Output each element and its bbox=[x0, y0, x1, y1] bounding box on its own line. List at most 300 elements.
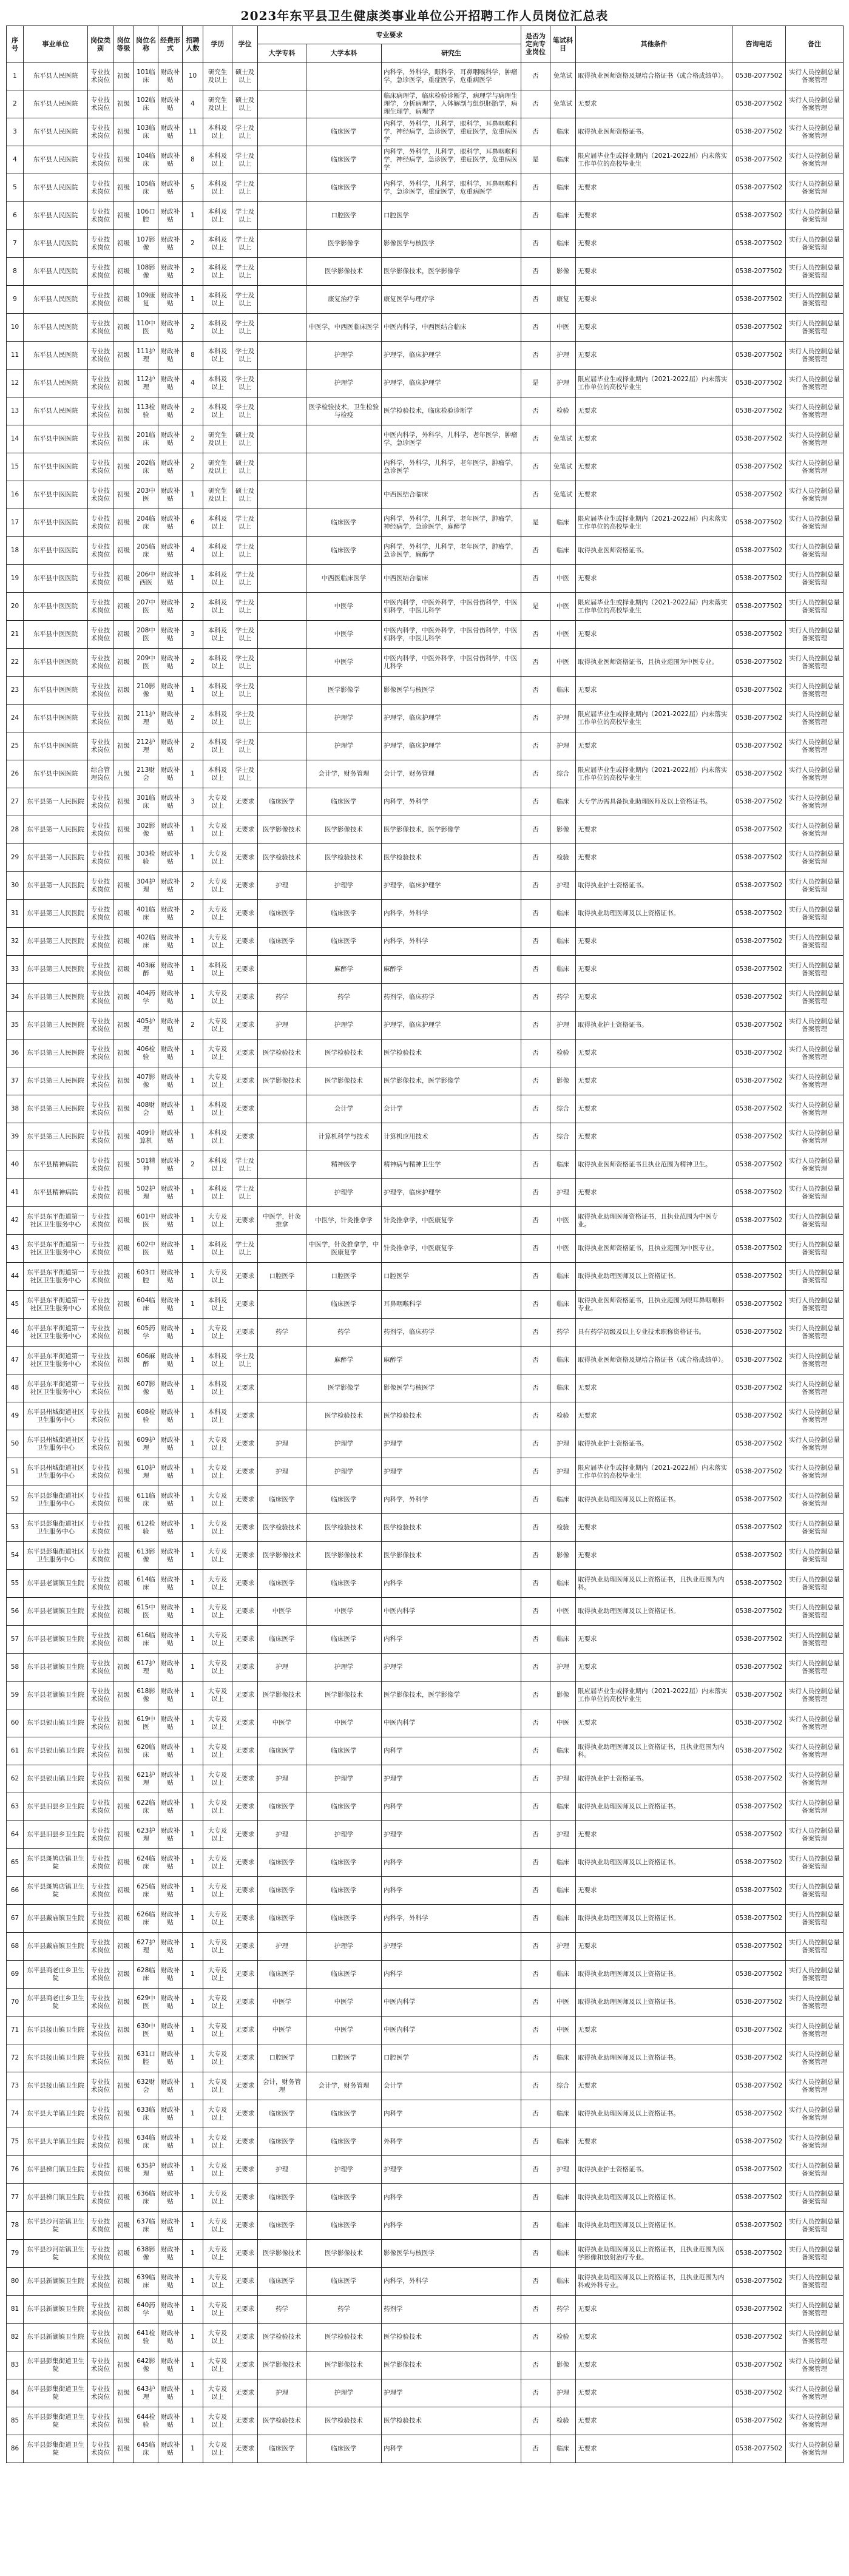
cell-major-graduate: 中西医结合临床 bbox=[382, 481, 521, 509]
cell-funding: 财政补贴 bbox=[158, 1095, 183, 1123]
cell-major-bachelor: 临床医学 bbox=[306, 509, 382, 537]
cell-degree: 学士及以上 bbox=[232, 1347, 258, 1374]
cell-other-conditions: 取得执业助理医师及以上资格证书，且执业范围为内科。 bbox=[576, 1737, 732, 1765]
cell-phone: 0538-2077502 bbox=[732, 230, 786, 258]
cell-unit: 东平县彭集街道卫生院 bbox=[24, 2351, 88, 2379]
cell-count: 1 bbox=[183, 1737, 203, 1765]
cell-major-bachelor bbox=[306, 90, 382, 118]
cell-count: 1 bbox=[183, 1933, 203, 1961]
cell-post-level: 初级 bbox=[113, 1095, 134, 1123]
cell-funding: 财政补贴 bbox=[158, 1040, 183, 1067]
table-row bbox=[7, 928, 844, 956]
cell-exam-subject: 临床 bbox=[550, 677, 576, 705]
cell-phone: 0538-2077502 bbox=[732, 1989, 786, 2017]
cell-exam-subject: 临床 bbox=[550, 2268, 576, 2296]
cell-major-college bbox=[258, 509, 306, 537]
cell-post-category: 专业技术岗位 bbox=[88, 1430, 113, 1458]
cell-post-category: 专业技术岗位 bbox=[88, 1040, 113, 1067]
cell-phone: 0538-2077502 bbox=[732, 1374, 786, 1402]
cell-count: 1 bbox=[183, 1961, 203, 1989]
cell-remark: 实行人员控制总量备案管理 bbox=[786, 1849, 844, 1877]
cell-degree: 学士及以上 bbox=[232, 649, 258, 677]
cell-major-bachelor: 医学影像技术 bbox=[306, 2240, 382, 2268]
cell-exam-subject: 临床 bbox=[550, 537, 576, 565]
cell-post-level: 初级 bbox=[113, 1040, 134, 1067]
cell-post-category: 专业技术岗位 bbox=[88, 816, 113, 844]
cell-funding: 财政补贴 bbox=[158, 984, 183, 1012]
cell-post-name: 208中医 bbox=[134, 621, 158, 649]
cell-directed-post: 否 bbox=[521, 258, 550, 286]
cell-seq: 59 bbox=[7, 1682, 24, 1709]
cell-phone: 0538-2077502 bbox=[732, 2268, 786, 2296]
cell-count: 1 bbox=[183, 2184, 203, 2212]
cell-funding: 财政补贴 bbox=[158, 2296, 183, 2324]
cell-degree: 学士及以上 bbox=[232, 314, 258, 342]
cell-major-college bbox=[258, 1179, 306, 1207]
cell-degree: 无要求 bbox=[232, 1989, 258, 2017]
cell-seq: 64 bbox=[7, 1821, 24, 1849]
cell-remark: 实行人员控制总量备案管理 bbox=[786, 2296, 844, 2324]
cell-seq: 26 bbox=[7, 760, 24, 788]
cell-phone: 0538-2077502 bbox=[732, 1486, 786, 1514]
cell-major-graduate: 中医内科学，中医外科学，中医骨伤科学，中医妇科学，中医儿科学 bbox=[382, 593, 521, 621]
cell-degree: 无要求 bbox=[232, 872, 258, 900]
cell-remark: 实行人员控制总量备案管理 bbox=[786, 1570, 844, 1598]
cell-seq: 49 bbox=[7, 1402, 24, 1430]
cell-funding: 财政补贴 bbox=[158, 118, 183, 146]
cell-post-category: 专业技术岗位 bbox=[88, 1598, 113, 1626]
cell-education: 本科及以上 bbox=[203, 1291, 232, 1319]
cell-count: 1 bbox=[183, 1626, 203, 1654]
cell-major-graduate: 麻醉学 bbox=[382, 956, 521, 984]
cell-exam-subject: 检验 bbox=[550, 397, 576, 425]
table-row bbox=[7, 1821, 844, 1849]
cell-other-conditions: 无要求 bbox=[576, 1402, 732, 1430]
cell-exam-subject: 护理 bbox=[550, 370, 576, 397]
cell-post-category: 专业技术岗位 bbox=[88, 1207, 113, 1235]
table-row bbox=[7, 1849, 844, 1877]
cell-funding: 财政补贴 bbox=[158, 2351, 183, 2379]
cell-education: 本科及以上 bbox=[203, 286, 232, 314]
cell-post-level: 初级 bbox=[113, 1012, 134, 1040]
cell-degree: 无要求 bbox=[232, 1598, 258, 1626]
cell-major-bachelor: 中医学，针灸推拿学 bbox=[306, 1207, 382, 1235]
cell-other-conditions: 取得执业医师资格证书，且执业范围为中医专业。 bbox=[576, 649, 732, 677]
cell-count: 1 bbox=[183, 2100, 203, 2128]
cell-post-level: 初级 bbox=[113, 2156, 134, 2184]
cell-degree: 硕士及以上 bbox=[232, 90, 258, 118]
cell-remark: 实行人员控制总量备案管理 bbox=[786, 1989, 844, 2017]
cell-post-category: 专业技术岗位 bbox=[88, 872, 113, 900]
cell-remark: 实行人员控制总量备案管理 bbox=[786, 2324, 844, 2351]
cell-post-category: 专业技术岗位 bbox=[88, 1402, 113, 1430]
cell-count: 1 bbox=[183, 1402, 203, 1430]
cell-other-conditions: 无要求 bbox=[576, 2324, 732, 2351]
cell-education: 大专及以上 bbox=[203, 1040, 232, 1067]
cell-funding: 财政补贴 bbox=[158, 2072, 183, 2100]
cell-post-name: 206中西医 bbox=[134, 565, 158, 593]
cell-post-name: 212护理 bbox=[134, 732, 158, 760]
cell-major-bachelor: 麻醉学 bbox=[306, 1347, 382, 1374]
cell-post-level: 初级 bbox=[113, 2017, 134, 2044]
cell-seq: 24 bbox=[7, 705, 24, 732]
cell-post-name: 631口腔 bbox=[134, 2044, 158, 2072]
cell-post-name: 111护理 bbox=[134, 342, 158, 370]
cell-post-name: 620临床 bbox=[134, 1737, 158, 1765]
cell-post-level: 初级 bbox=[113, 258, 134, 286]
cell-funding: 财政补贴 bbox=[158, 1207, 183, 1235]
cell-post-level: 初级 bbox=[113, 1737, 134, 1765]
cell-seq: 70 bbox=[7, 1989, 24, 2017]
cell-count: 1 bbox=[183, 565, 203, 593]
cell-education: 本科及以上 bbox=[203, 202, 232, 230]
cell-exam-subject: 康复 bbox=[550, 286, 576, 314]
cell-post-category: 专业技术岗位 bbox=[88, 314, 113, 342]
cell-funding: 财政补贴 bbox=[158, 1012, 183, 1040]
cell-unit: 东平县彭集街道卫生院 bbox=[24, 2435, 88, 2463]
cell-other-conditions: 取得执业助理医师及以上资格证书，且执业范围为内科。 bbox=[576, 1570, 732, 1598]
cell-education: 本科及以上 bbox=[203, 118, 232, 146]
cell-remark: 实行人员控制总量备案管理 bbox=[786, 705, 844, 732]
cell-phone: 0538-2077502 bbox=[732, 2128, 786, 2156]
cell-major-college bbox=[258, 90, 306, 118]
cell-major-graduate: 医学检验技术 bbox=[382, 1402, 521, 1430]
cell-directed-post: 否 bbox=[521, 621, 550, 649]
cell-phone: 0538-2077502 bbox=[732, 1319, 786, 1347]
header-major-college: 大学专科 bbox=[258, 44, 306, 63]
cell-post-category: 专业技术岗位 bbox=[88, 1793, 113, 1821]
cell-exam-subject: 检验 bbox=[550, 844, 576, 872]
cell-funding: 财政补贴 bbox=[158, 509, 183, 537]
table-row bbox=[7, 593, 844, 621]
cell-remark: 实行人员控制总量备案管理 bbox=[786, 1905, 844, 1933]
cell-directed-post: 否 bbox=[521, 230, 550, 258]
cell-major-graduate: 内科学 bbox=[382, 1961, 521, 1989]
cell-exam-subject: 临床 bbox=[550, 1877, 576, 1905]
cell-post-level: 初级 bbox=[113, 1849, 134, 1877]
table-row bbox=[7, 63, 844, 90]
cell-major-college bbox=[258, 230, 306, 258]
cell-count: 1 bbox=[183, 1654, 203, 1682]
cell-funding: 财政补贴 bbox=[158, 1151, 183, 1179]
cell-major-college: 医学影像技术 bbox=[258, 816, 306, 844]
cell-post-name: 626临床 bbox=[134, 1905, 158, 1933]
cell-phone: 0538-2077502 bbox=[732, 1207, 786, 1235]
cell-other-conditions: 大专学历需具备执业助理医师及以上资格证书。 bbox=[576, 788, 732, 816]
cell-seq: 66 bbox=[7, 1877, 24, 1905]
cell-education: 本科及以上 bbox=[203, 1179, 232, 1207]
cell-remark: 实行人员控制总量备案管理 bbox=[786, 788, 844, 816]
cell-exam-subject: 临床 bbox=[550, 2435, 576, 2463]
cell-post-level: 初级 bbox=[113, 565, 134, 593]
cell-major-graduate: 康复医学与理疗学 bbox=[382, 286, 521, 314]
cell-post-level: 初级 bbox=[113, 1374, 134, 1402]
cell-major-bachelor: 护理学 bbox=[306, 1458, 382, 1486]
cell-degree: 学士及以上 bbox=[232, 593, 258, 621]
cell-remark: 实行人员控制总量备案管理 bbox=[786, 1514, 844, 1542]
cell-post-name: 621护理 bbox=[134, 1765, 158, 1793]
cell-post-name: 602中医 bbox=[134, 1235, 158, 1263]
cell-unit: 东平县老湖镇卫生院 bbox=[24, 1570, 88, 1598]
cell-major-bachelor: 医学检验技术 bbox=[306, 2407, 382, 2435]
cell-unit: 东平县人民医院 bbox=[24, 118, 88, 146]
cell-funding: 财政补贴 bbox=[158, 760, 183, 788]
cell-degree: 无要求 bbox=[232, 1821, 258, 1849]
cell-count: 1 bbox=[183, 1682, 203, 1709]
cell-unit: 东平县接山镇卫生院 bbox=[24, 2017, 88, 2044]
table-row bbox=[7, 1095, 844, 1123]
cell-count: 1 bbox=[183, 202, 203, 230]
cell-post-level: 初级 bbox=[113, 2407, 134, 2435]
cell-major-college bbox=[258, 1402, 306, 1430]
cell-major-graduate: 护理学，临床护理学 bbox=[382, 872, 521, 900]
cell-degree: 无要求 bbox=[232, 1486, 258, 1514]
cell-degree: 无要求 bbox=[232, 1682, 258, 1709]
cell-post-category: 专业技术岗位 bbox=[88, 2240, 113, 2268]
cell-major-college bbox=[258, 174, 306, 202]
cell-directed-post: 否 bbox=[521, 2296, 550, 2324]
cell-major-graduate: 医学影像技术，医学影像学 bbox=[382, 1682, 521, 1709]
cell-unit: 东平县东平街道第一社区卫生服务中心 bbox=[24, 1291, 88, 1319]
cell-remark: 实行人员控制总量备案管理 bbox=[786, 593, 844, 621]
cell-major-college: 临床医学 bbox=[258, 900, 306, 928]
cell-seq: 20 bbox=[7, 593, 24, 621]
cell-exam-subject: 护理 bbox=[550, 1821, 576, 1849]
cell-degree: 无要求 bbox=[232, 2044, 258, 2072]
cell-exam-subject: 护理 bbox=[550, 1765, 576, 1793]
cell-unit: 东平县中医医院 bbox=[24, 593, 88, 621]
cell-count: 1 bbox=[183, 2351, 203, 2379]
cell-major-college: 临床医学 bbox=[258, 1905, 306, 1933]
cell-remark: 实行人员控制总量备案管理 bbox=[786, 2268, 844, 2296]
cell-seq: 57 bbox=[7, 1626, 24, 1654]
cell-seq: 1 bbox=[7, 63, 24, 90]
cell-count: 2 bbox=[183, 900, 203, 928]
cell-major-bachelor: 口腔医学 bbox=[306, 2044, 382, 2072]
cell-post-category: 专业技术岗位 bbox=[88, 677, 113, 705]
cell-other-conditions: 无要求 bbox=[576, 1123, 732, 1151]
cell-post-name: 404药学 bbox=[134, 984, 158, 1012]
cell-count: 6 bbox=[183, 509, 203, 537]
cell-unit: 东平县第三人民医院 bbox=[24, 900, 88, 928]
cell-count: 3 bbox=[183, 788, 203, 816]
cell-degree: 无要求 bbox=[232, 1849, 258, 1877]
cell-funding: 财政补贴 bbox=[158, 397, 183, 425]
cell-post-name: 643护理 bbox=[134, 2379, 158, 2407]
header-count: 招聘人数 bbox=[183, 26, 203, 63]
cell-directed-post: 否 bbox=[521, 174, 550, 202]
cell-post-level: 初级 bbox=[113, 1402, 134, 1430]
cell-unit: 东平县中医医院 bbox=[24, 425, 88, 453]
cell-directed-post: 是 bbox=[521, 593, 550, 621]
cell-unit: 东平县戴庙镇卫生院 bbox=[24, 1905, 88, 1933]
cell-post-name: 607影像 bbox=[134, 1374, 158, 1402]
cell-remark: 实行人员控制总量备案管理 bbox=[786, 2184, 844, 2212]
cell-exam-subject: 免笔试 bbox=[550, 63, 576, 90]
cell-post-category: 专业技术岗位 bbox=[88, 984, 113, 1012]
cell-remark: 实行人员控制总量备案管理 bbox=[786, 1486, 844, 1514]
cell-other-conditions: 取得执业助理医师及以上资格证书。 bbox=[576, 1989, 732, 2017]
cell-post-name: 201临床 bbox=[134, 425, 158, 453]
cell-directed-post: 否 bbox=[521, 1458, 550, 1486]
cell-remark: 实行人员控制总量备案管理 bbox=[786, 1933, 844, 1961]
cell-major-bachelor: 临床医学 bbox=[306, 928, 382, 956]
cell-exam-subject: 临床 bbox=[550, 788, 576, 816]
cell-other-conditions: 取得执业护士资格证书。 bbox=[576, 1012, 732, 1040]
cell-major-graduate: 精神病与精神卫生学 bbox=[382, 1151, 521, 1179]
cell-count: 8 bbox=[183, 146, 203, 174]
cell-seq: 46 bbox=[7, 1319, 24, 1347]
cell-post-name: 103临床 bbox=[134, 118, 158, 146]
cell-major-college bbox=[258, 481, 306, 509]
table-row bbox=[7, 2296, 844, 2324]
cell-funding: 财政补贴 bbox=[158, 1626, 183, 1654]
cell-phone: 0538-2077502 bbox=[732, 2324, 786, 2351]
cell-major-graduate: 中医内科学，外科学，儿科学，老年医学，肿瘤学，急诊医学 bbox=[382, 425, 521, 453]
cell-degree: 无要求 bbox=[232, 2100, 258, 2128]
cell-education: 本科及以上 bbox=[203, 258, 232, 286]
cell-seq: 43 bbox=[7, 1235, 24, 1263]
cell-major-bachelor: 会计学，财务管理 bbox=[306, 760, 382, 788]
cell-directed-post: 否 bbox=[521, 118, 550, 146]
cell-major-graduate: 内科学，外科学 bbox=[382, 900, 521, 928]
cell-education: 本科及以上 bbox=[203, 537, 232, 565]
cell-other-conditions: 取得执业助理医师及以上资格证书。 bbox=[576, 900, 732, 928]
cell-count: 1 bbox=[183, 1458, 203, 1486]
cell-phone: 0538-2077502 bbox=[732, 872, 786, 900]
cell-unit: 东平县东平街道第一社区卫生服务中心 bbox=[24, 1374, 88, 1402]
header-post-name: 岗位名称 bbox=[134, 26, 158, 63]
cell-major-graduate: 内科学 bbox=[382, 1877, 521, 1905]
cell-count: 1 bbox=[183, 286, 203, 314]
cell-degree: 无要求 bbox=[232, 1458, 258, 1486]
cell-other-conditions: 取得执业助理医师及以上资格证书。 bbox=[576, 1598, 732, 1626]
cell-funding: 财政补贴 bbox=[158, 593, 183, 621]
cell-post-level: 初级 bbox=[113, 872, 134, 900]
cell-major-graduate: 药剂学，临床药学 bbox=[382, 1319, 521, 1347]
cell-directed-post: 否 bbox=[521, 1514, 550, 1542]
cell-exam-subject: 临床 bbox=[550, 900, 576, 928]
cell-post-name: 209中医 bbox=[134, 649, 158, 677]
cell-remark: 实行人员控制总量备案管理 bbox=[786, 314, 844, 342]
cell-count: 2 bbox=[183, 649, 203, 677]
cell-major-graduate: 临床病理学，临床检验诊断学，病理学与病理生理学，分析病理学，人体解剖与组织胚胎学，病理生理学，病理学 bbox=[382, 90, 521, 118]
table-row bbox=[7, 258, 844, 286]
cell-exam-subject: 中医 bbox=[550, 565, 576, 593]
cell-post-category: 专业技术岗位 bbox=[88, 2128, 113, 2156]
cell-directed-post: 否 bbox=[521, 1012, 550, 1040]
cell-major-bachelor: 中医学 bbox=[306, 621, 382, 649]
cell-post-level: 初级 bbox=[113, 1961, 134, 1989]
cell-directed-post: 否 bbox=[521, 202, 550, 230]
cell-degree: 学士及以上 bbox=[232, 342, 258, 370]
cell-education: 大专及以上 bbox=[203, 1626, 232, 1654]
cell-major-college: 医学影像技术 bbox=[258, 1067, 306, 1095]
cell-exam-subject: 临床 bbox=[550, 2212, 576, 2240]
cell-unit: 东平县商老庄乡卫生院 bbox=[24, 1961, 88, 1989]
cell-major-bachelor: 临床医学 bbox=[306, 2128, 382, 2156]
cell-remark: 实行人员控制总量备案管理 bbox=[786, 481, 844, 509]
cell-other-conditions: 取得执业助理医师及以上资格证书，且执业范围为医学影像和放射治疗专业。 bbox=[576, 2240, 732, 2268]
cell-education: 本科及以上 bbox=[203, 397, 232, 425]
cell-exam-subject: 检验 bbox=[550, 2324, 576, 2351]
cell-funding: 财政补贴 bbox=[158, 1374, 183, 1402]
cell-count: 2 bbox=[183, 397, 203, 425]
cell-other-conditions: 无要求 bbox=[576, 1654, 732, 1682]
cell-directed-post: 否 bbox=[521, 1486, 550, 1514]
cell-major-college: 护理 bbox=[258, 2156, 306, 2184]
cell-education: 大专及以上 bbox=[203, 1514, 232, 1542]
cell-remark: 实行人员控制总量备案管理 bbox=[786, 1235, 844, 1263]
cell-remark: 实行人员控制总量备案管理 bbox=[786, 1374, 844, 1402]
cell-directed-post: 否 bbox=[521, 1123, 550, 1151]
cell-phone: 0538-2077502 bbox=[732, 1095, 786, 1123]
cell-education: 本科及以上 bbox=[203, 677, 232, 705]
cell-degree: 学士及以上 bbox=[232, 230, 258, 258]
cell-major-bachelor: 中医学 bbox=[306, 2017, 382, 2044]
cell-phone: 0538-2077502 bbox=[732, 1151, 786, 1179]
cell-major-college bbox=[258, 1291, 306, 1319]
cell-major-graduate: 护理学，临床护理学 bbox=[382, 1012, 521, 1040]
cell-major-graduate: 内科学 bbox=[382, 2212, 521, 2240]
cell-phone: 0538-2077502 bbox=[732, 453, 786, 481]
cell-post-level: 初级 bbox=[113, 90, 134, 118]
cell-major-college: 护理 bbox=[258, 1012, 306, 1040]
cell-major-college: 护理 bbox=[258, 1430, 306, 1458]
cell-exam-subject: 影像 bbox=[550, 258, 576, 286]
cell-post-level: 初级 bbox=[113, 2184, 134, 2212]
cell-count: 1 bbox=[183, 1207, 203, 1235]
cell-phone: 0538-2077502 bbox=[732, 2184, 786, 2212]
cell-education: 本科及以上 bbox=[203, 342, 232, 370]
cell-major-bachelor: 临床医学 bbox=[306, 1570, 382, 1598]
cell-major-graduate: 内科学 bbox=[382, 2100, 521, 2128]
cell-degree: 无要求 bbox=[232, 1040, 258, 1067]
cell-major-bachelor: 会计学 bbox=[306, 1095, 382, 1123]
cell-remark: 实行人员控制总量备案管理 bbox=[786, 1765, 844, 1793]
cell-education: 大专及以上 bbox=[203, 900, 232, 928]
cell-major-bachelor: 临床医学 bbox=[306, 2268, 382, 2296]
cell-remark: 实行人员控制总量备案管理 bbox=[786, 1095, 844, 1123]
cell-phone: 0538-2077502 bbox=[732, 1737, 786, 1765]
cell-post-level: 初级 bbox=[113, 342, 134, 370]
cell-post-category: 专业技术岗位 bbox=[88, 649, 113, 677]
cell-post-name: 609护理 bbox=[134, 1430, 158, 1458]
table-row bbox=[7, 509, 844, 537]
table-row bbox=[7, 1012, 844, 1040]
cell-major-college: 医学影像技术 bbox=[258, 1682, 306, 1709]
cell-count: 1 bbox=[183, 1179, 203, 1207]
cell-major-college: 护理 bbox=[258, 1654, 306, 1682]
cell-education: 大专及以上 bbox=[203, 1905, 232, 1933]
cell-unit: 东平县第一人民医院 bbox=[24, 816, 88, 844]
cell-remark: 实行人员控制总量备案管理 bbox=[786, 760, 844, 788]
cell-post-name: 601中医 bbox=[134, 1207, 158, 1235]
recruitment-table bbox=[6, 25, 844, 2463]
cell-degree: 学士及以上 bbox=[232, 370, 258, 397]
cell-major-graduate: 医学检验技术 bbox=[382, 844, 521, 872]
cell-major-graduate: 护理学 bbox=[382, 1821, 521, 1849]
cell-seq: 52 bbox=[7, 1486, 24, 1514]
cell-post-category: 专业技术岗位 bbox=[88, 1012, 113, 1040]
cell-major-college bbox=[258, 1151, 306, 1179]
cell-post-level: 初级 bbox=[113, 425, 134, 453]
cell-funding: 财政补贴 bbox=[158, 1765, 183, 1793]
cell-phone: 0538-2077502 bbox=[732, 314, 786, 342]
cell-seq: 85 bbox=[7, 2407, 24, 2435]
cell-directed-post: 否 bbox=[521, 2351, 550, 2379]
table-row bbox=[7, 537, 844, 565]
